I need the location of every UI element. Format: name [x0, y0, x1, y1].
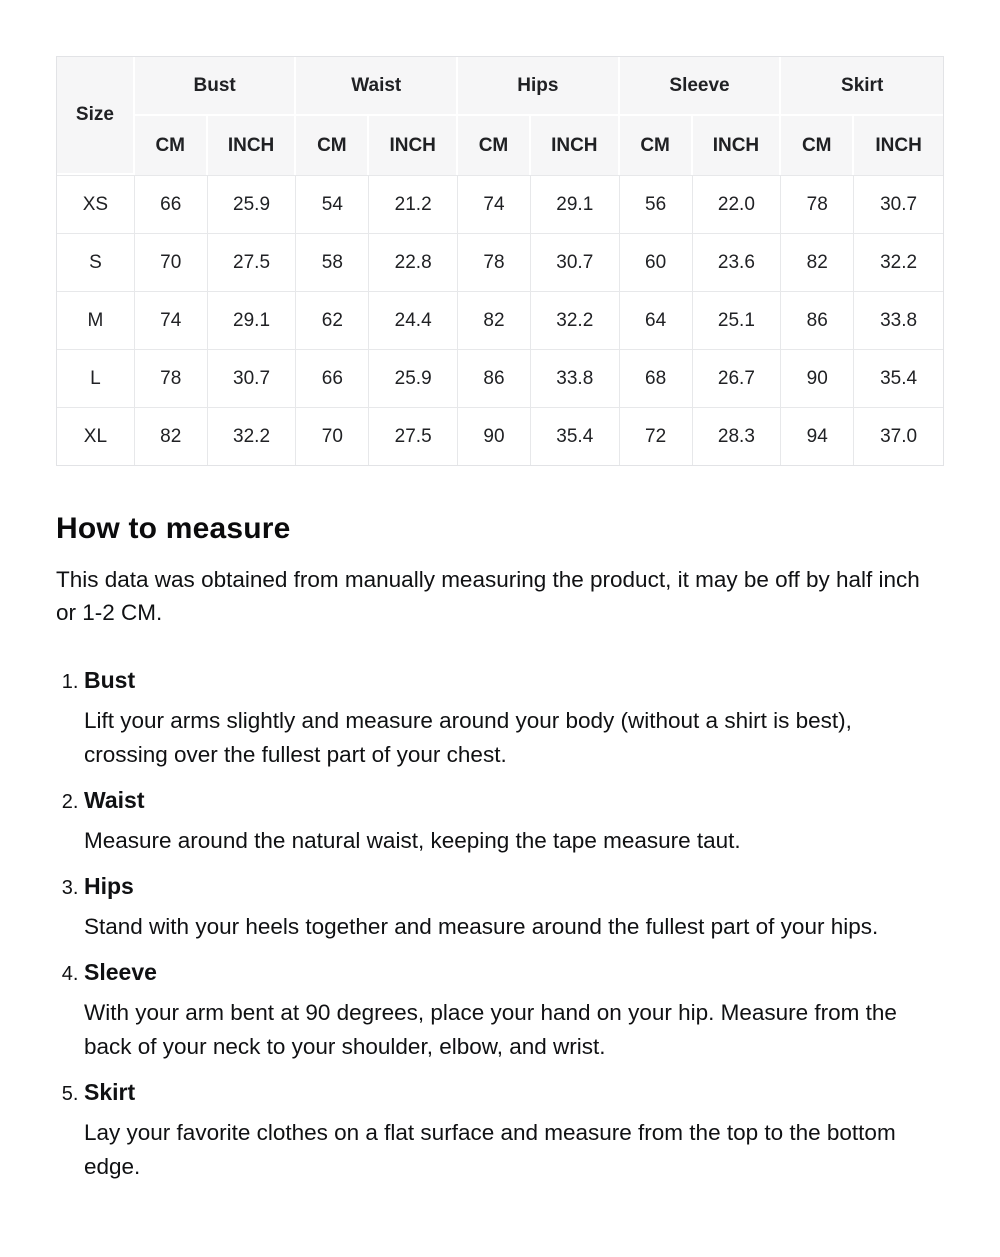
cm-value-cell: 82 [135, 407, 208, 465]
cm-value-cell: 70 [296, 407, 369, 465]
cm-value-cell: 72 [620, 407, 693, 465]
table-row [57, 175, 943, 233]
measure-list-item [84, 957, 944, 1064]
measure-description: Lay your favorite clothes on a flat surface and measure from the top to the bottom edge. [84, 1120, 896, 1179]
how-to-measure-heading: How to measure [56, 512, 291, 545]
cm-value-cell: 66 [296, 349, 369, 407]
header-inch: INCH [854, 116, 943, 175]
header-bust: Bust [135, 57, 297, 116]
header-size: Size [57, 57, 135, 175]
cm-value-cell: 90 [458, 407, 531, 465]
measure-term: 3. Hips [84, 873, 134, 899]
inch-value-cell: 22.0 [693, 175, 782, 233]
measure-term: 5. Skirt [84, 1079, 136, 1105]
header-cm: CM [781, 116, 854, 175]
header-hips: Hips [458, 57, 620, 116]
inch-value-cell: 27.5 [369, 407, 458, 465]
size-cell: M [57, 291, 135, 349]
header-waist: Waist [296, 57, 458, 116]
header-cm: CM [296, 116, 369, 175]
header-cm: CM [458, 116, 531, 175]
inch-value-cell: 30.7 [531, 233, 620, 291]
inch-value-cell: 32.2 [208, 407, 297, 465]
inch-value-cell: 28.3 [693, 407, 782, 465]
measure-term: 2. Waist [84, 787, 145, 813]
inch-value-cell: 35.4 [854, 349, 943, 407]
measure-description: Measure around the natural waist, keeping the tape measure taut. [84, 828, 741, 853]
header-cm: CM [135, 116, 208, 175]
size-cell: L [57, 349, 135, 407]
cm-value-cell: 78 [135, 349, 208, 407]
measure-list-item [84, 785, 944, 858]
inch-value-cell: 33.8 [854, 291, 943, 349]
measure-description: With your arm bent at 90 degrees, place your hand on your hip. Measure from the back of your neck to your shoulder, elbow, and wrist. [84, 1000, 897, 1059]
cm-value-cell: 86 [458, 349, 531, 407]
header-sleeve: Sleeve [620, 57, 782, 116]
measure-intro: This data was obtained from manually measuring the product, it may be off by half inch or 1-2 CM. [56, 567, 920, 625]
size-cell: XS [57, 175, 135, 233]
cm-value-cell: 68 [620, 349, 693, 407]
inch-value-cell: 30.7 [854, 175, 943, 233]
measure-list-item [84, 665, 944, 772]
cm-value-cell: 94 [781, 407, 854, 465]
inch-value-cell: 33.8 [531, 349, 620, 407]
size-chart-header [57, 57, 943, 175]
inch-value-cell: 24.4 [369, 291, 458, 349]
inch-value-cell: 23.6 [693, 233, 782, 291]
cm-value-cell: 58 [296, 233, 369, 291]
table-row [57, 233, 943, 291]
size-chart-table [56, 56, 944, 466]
cm-value-cell: 64 [620, 291, 693, 349]
cm-value-cell: 90 [781, 349, 854, 407]
table-row [57, 349, 943, 407]
header-inch: INCH [693, 116, 782, 175]
cm-value-cell: 60 [620, 233, 693, 291]
cm-value-cell: 78 [458, 233, 531, 291]
measure-term: 1. Bust [84, 667, 136, 693]
inch-value-cell: 32.2 [531, 291, 620, 349]
measure-description: Lift your arms slightly and measure around your body (without a shirt is best), crossing over the fullest part of your chest. [84, 708, 852, 767]
size-cell: S [57, 233, 135, 291]
inch-value-cell: 22.8 [369, 233, 458, 291]
inch-value-cell: 30.7 [208, 349, 297, 407]
inch-value-cell: 37.0 [854, 407, 943, 465]
cm-value-cell: 82 [781, 233, 854, 291]
header-inch: INCH [208, 116, 297, 175]
measure-list-item [84, 871, 944, 944]
cm-value-cell: 54 [296, 175, 369, 233]
inch-value-cell: 29.1 [208, 291, 297, 349]
inch-value-cell: 21.2 [369, 175, 458, 233]
inch-value-cell: 25.9 [208, 175, 297, 233]
cm-value-cell: 82 [458, 291, 531, 349]
cm-value-cell: 74 [458, 175, 531, 233]
cm-value-cell: 86 [781, 291, 854, 349]
table-row [57, 407, 943, 465]
measure-list [56, 665, 944, 1184]
size-table-body [57, 175, 943, 465]
inch-value-cell: 35.4 [531, 407, 620, 465]
cm-value-cell: 70 [135, 233, 208, 291]
inch-value-cell: 26.7 [693, 349, 782, 407]
inch-value-cell: 32.2 [854, 233, 943, 291]
inch-value-cell: 25.9 [369, 349, 458, 407]
header-skirt: Skirt [781, 57, 943, 116]
header-inch: INCH [531, 116, 620, 175]
measure-term: 4. Sleeve [84, 959, 157, 985]
header-cm: CM [620, 116, 693, 175]
measure-list-item [84, 1077, 944, 1184]
cm-value-cell: 74 [135, 291, 208, 349]
cm-value-cell: 66 [135, 175, 208, 233]
measure-description: Stand with your heels together and measure around the fullest part of your hips. [84, 914, 879, 939]
inch-value-cell: 25.1 [693, 291, 782, 349]
cm-value-cell: 78 [781, 175, 854, 233]
inch-value-cell: 27.5 [208, 233, 297, 291]
cm-value-cell: 62 [296, 291, 369, 349]
cm-value-cell: 56 [620, 175, 693, 233]
header-inch: INCH [369, 116, 458, 175]
table-row [57, 291, 943, 349]
size-cell: XL [57, 407, 135, 465]
inch-value-cell: 29.1 [531, 175, 620, 233]
